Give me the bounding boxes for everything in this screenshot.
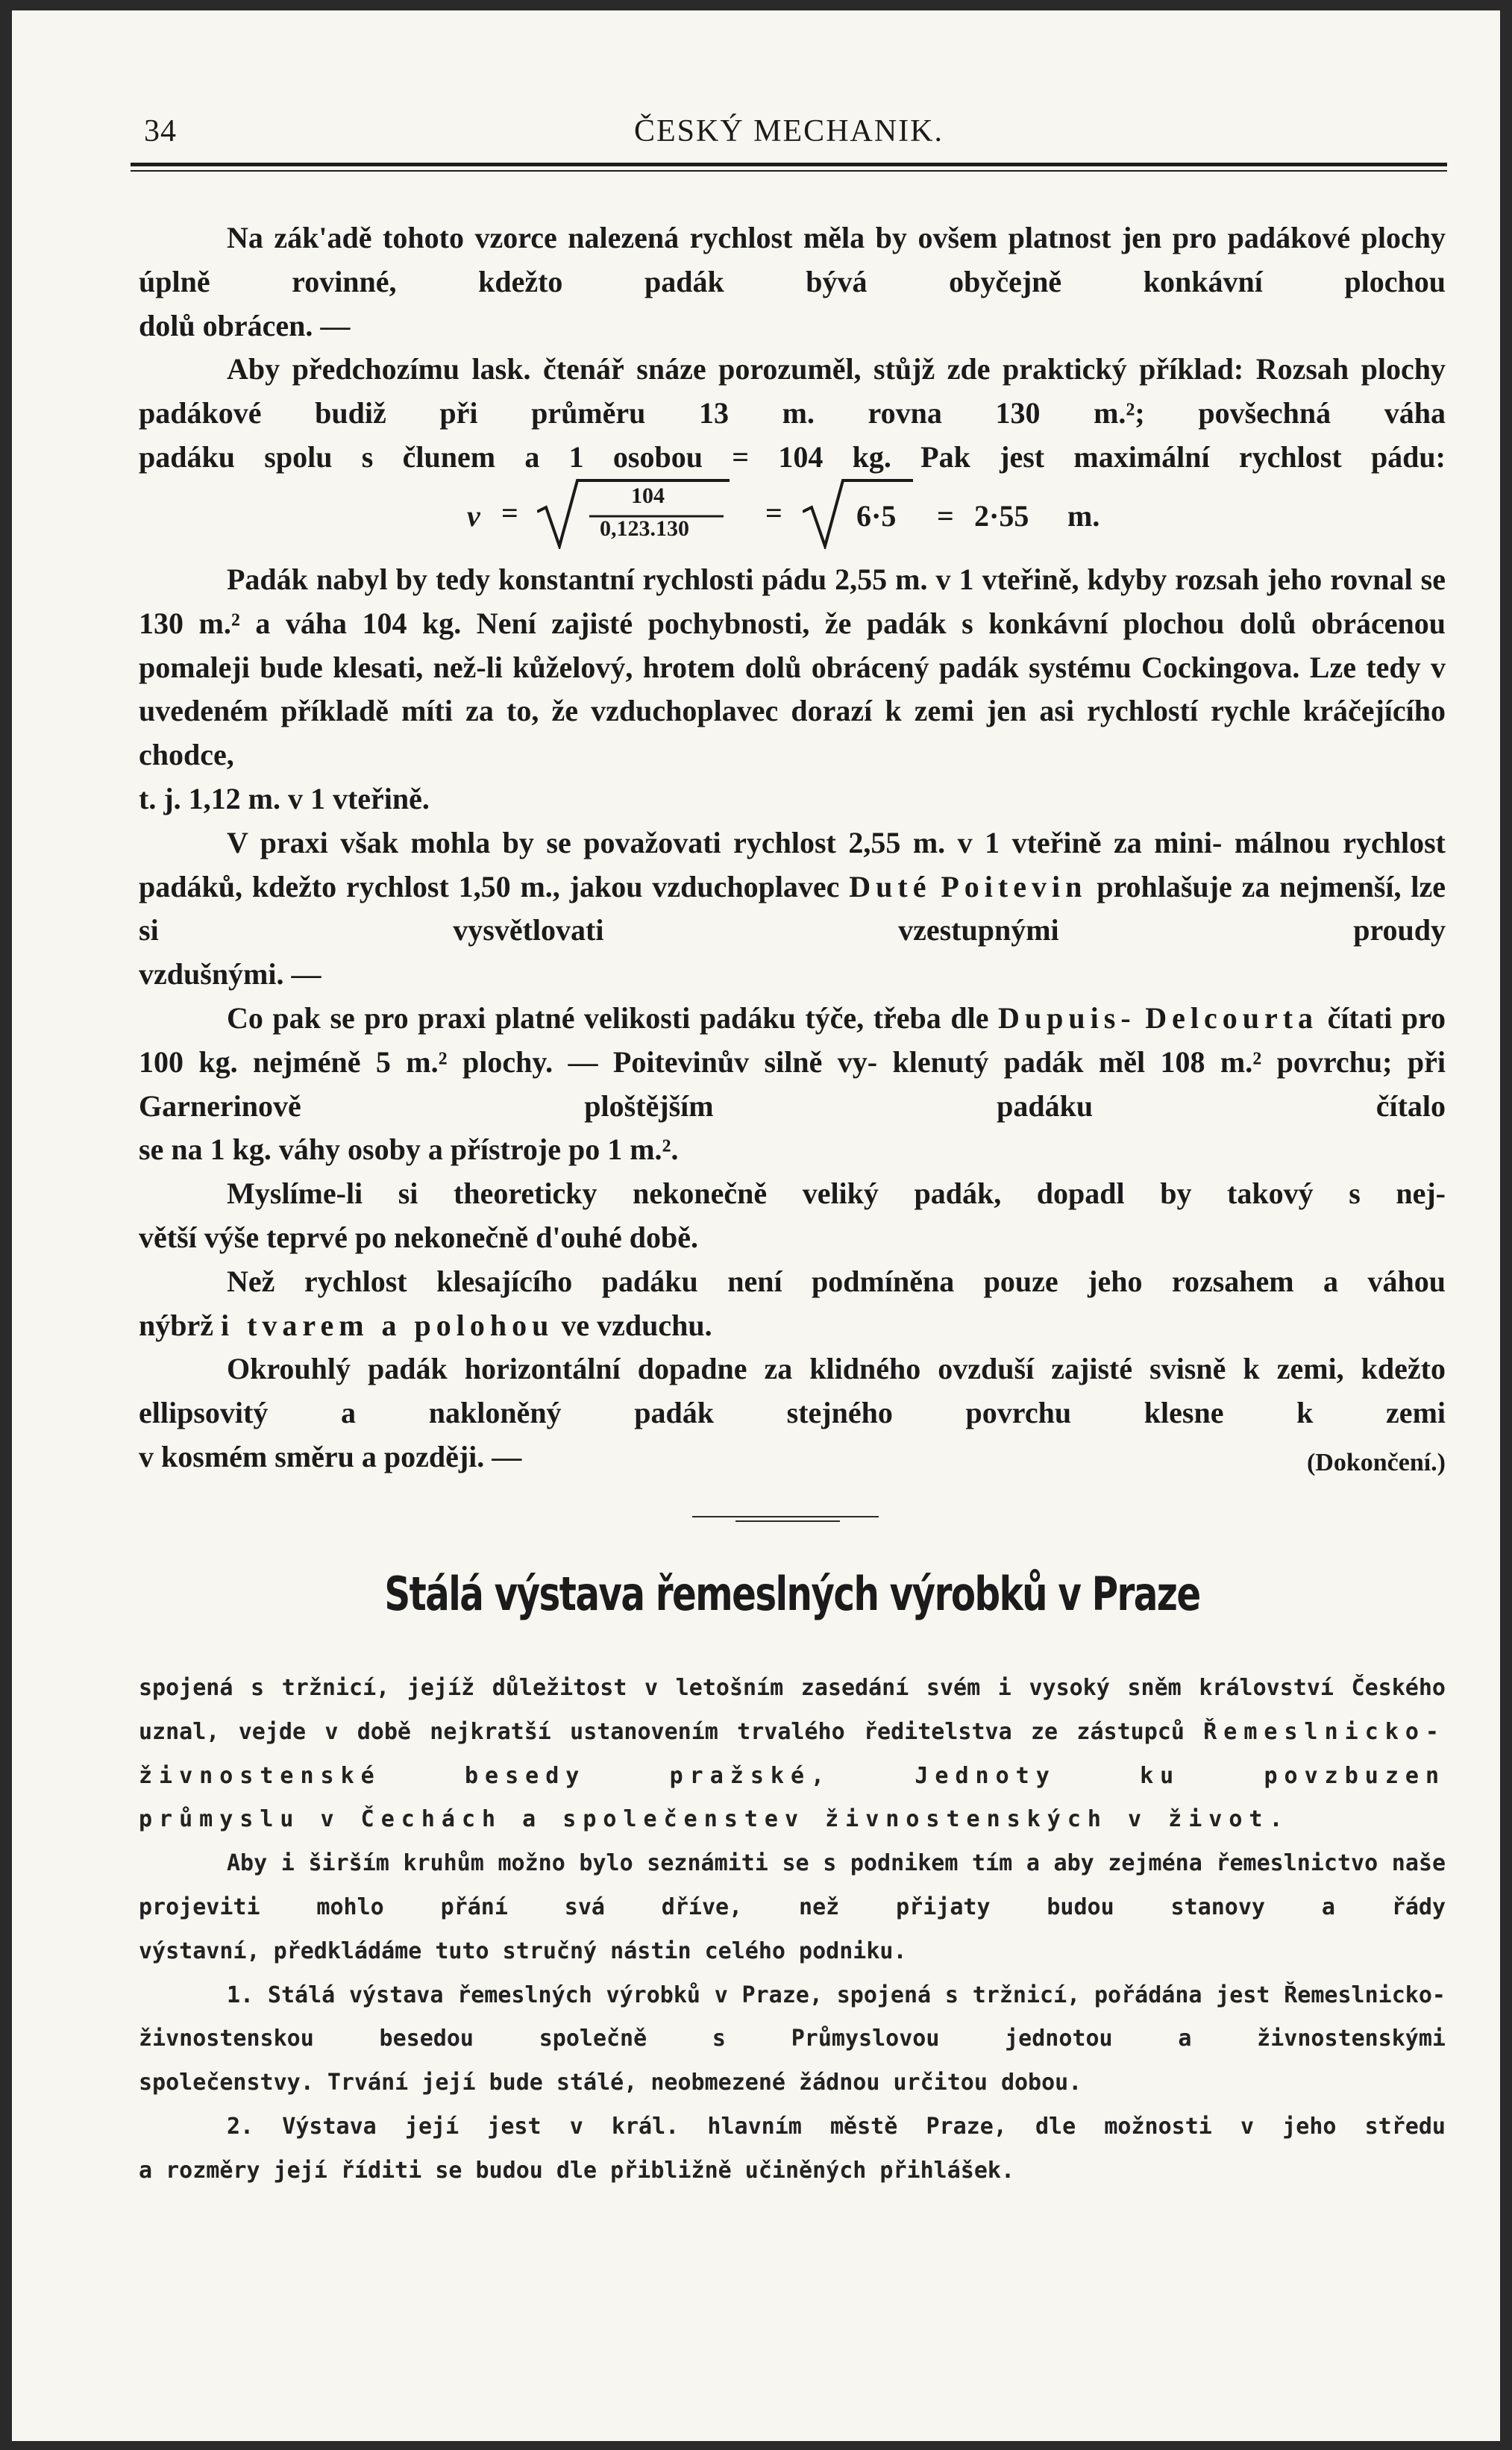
page-header	[131, 113, 1447, 158]
paragraph: Okrouhlý padák horizontální dopadne za klidného ovzduší zajisté svisně k zemi, kdežto ellipsovitý a nakloněný padák stejného povrchu klesne k zemi	[139, 1352, 1446, 1430]
paragraph: V praxi však mohla by se považovati rychlost 2,55 m. v 1 vteřině za mini- málnou rychlost padáků, kdežto rychlost 1,50 m., jakou vzduchoplavec Duté Poitevin prohlašuje za nejmenší, lze si vysvětlovati vzestupnými proudy	[139, 825, 1446, 947]
formula-numerator: 104	[631, 483, 665, 508]
text-block-top	[139, 216, 1446, 480]
formula-equals: =	[937, 499, 954, 533]
paragraph: Padák nabyl by tedy konstantní rychlosti pádu 2,55 m. v 1 vteřině, kdyby rozsah jeho rovnal se 130 m.² a váha 104 kg. Není zajisté pochybnosti, že padák s konkávní plochou dolů obrácenou pomaleji bude klesati, než-li kůželový, hrotem dolů obrácený padák systému Cockingova. Lze tedy v uvedeném příkladě míti za to, že vzduchoplavec dorazí k zemi jen asi rychlostí rychle kráčejícího chodce,	[139, 563, 1446, 772]
formula-equals: =	[765, 496, 782, 530]
paragraph-line: výstavní, předkládáme tuto stručný nástin celého podniku.	[139, 1937, 907, 1964]
paragraph-line: dolů obrácen. —	[139, 308, 351, 342]
formula-unit: m.	[1067, 499, 1100, 533]
header-rule-thin	[131, 170, 1447, 172]
paragraph: Co pak se pro praxi platné velikosti padáku týče, třeba dle Dupuis- Delcourta čítati pro 100 kg. nejméně 5 m.² plochy. — Poitevinův silně vy- klenutý padák měl 108 m.² povrchu; při Garnerinově ploštějším padáku čítalo	[139, 1000, 1446, 1123]
paragraph: 1. Stálá výstava řemeslných výrobků v Praze, spojená s tržnicí, pořádána jest Řemeslnicko-živnostenskou besedou společně s Průmyslovou jednotou a živnostenskými	[139, 1981, 1446, 2052]
formula-denominator: 0,123.130	[600, 516, 689, 541]
section-separator	[692, 1516, 879, 1522]
paragraph: spojená s tržnicí, jejíž důležitost v letošním zasedání svém i vysoký sněm království Českého uznal, vejde v době nejkratší ustanovením trvalého ředitelstva ze zástupců Řemeslnicko-živnostenské besedy pražské, Jednoty ku povzbuzen	[139, 1675, 1446, 1789]
text-block-main	[139, 558, 1446, 1485]
paragraph-line: se na 1 kg. váhy osoby a přístroje po 1 m.².	[139, 1132, 679, 1167]
paragraph: 2. Výstava její jest v král. hlavním městě Praze, dle možnosti v jeho středu	[227, 2113, 1446, 2140]
formula-sqrt-value: 6·5	[856, 499, 897, 533]
article-body	[139, 1667, 1446, 2193]
paragraph-line: vzdušnými. —	[139, 957, 321, 991]
continuation-note: (Dokončení.)	[1306, 1448, 1446, 1476]
paragraph-line: společenstvy. Trvání její bude stálé, neobmezené žádnou určitou dobou.	[139, 2070, 1082, 2096]
paragraph: Aby i širším kruhům možno bylo seznámiti se s podnikem tím a aby zejména řemeslnictvo naše projeviti mohlo přání svá dříve, než přijaty budou stanovy a řády	[139, 1850, 1446, 1920]
paragraph-line: nýbrž i tvarem a polohou ve vzduchu.	[139, 1308, 712, 1342]
paragraph: Myslíme-li si theoreticky nekonečně veliký padák, dopadl by takový s nej-	[227, 1177, 1446, 1211]
paragraph: Než rychlost klesajícího padáku není podmíněna pouze jeho rozsahem a váhou	[227, 1264, 1446, 1298]
paragraph-line: t. j. 1,12 m. v 1 vteřině.	[139, 781, 430, 815]
paragraph-line: a rozměry její říditi se budou dle přibližně učiněných přihlášek.	[139, 2157, 1014, 2184]
velocity-formula	[139, 477, 1446, 552]
formula-equals: =	[501, 496, 518, 530]
paragraph-line: v kosmém směru a později. — (Dokončení.)	[139, 1435, 1446, 1479]
article-title: Stálá výstava řemeslných výrobků v Praze	[384, 1567, 1200, 1621]
page-number: 34	[144, 114, 177, 148]
formula-variable: v	[467, 499, 480, 533]
paragraph-line: průmyslu v Čechách a společenstev živnostenských v život.	[139, 1806, 1290, 1833]
formula-result: 2·55	[974, 499, 1029, 533]
paragraph: Aby předchozímu lask. čtenář snáze porozuměl, stůjž zde praktický příklad: Rozsah plochy padákové budiž při průměru 13 m. rovna 130 m.²; povšechná váha	[139, 352, 1446, 430]
paragraph: Na zák'adě tohoto vzorce nalezená rychlost měla by ovšem platnost jen pro padákové plochy úplně rovinné, kdežto padák bývá obyčejně konkávní plochou	[139, 221, 1446, 298]
paragraph-line: padáku spolu s člunem a 1 osobou = 104 kg. Pak jest maximální rychlost pádu:	[139, 439, 1446, 474]
header-rule	[131, 163, 1447, 166]
running-title: ČESKÝ MECHANIK.	[633, 114, 944, 148]
paragraph-line: větší výše teprvé po nekonečně d'ouhé době.	[139, 1220, 698, 1254]
